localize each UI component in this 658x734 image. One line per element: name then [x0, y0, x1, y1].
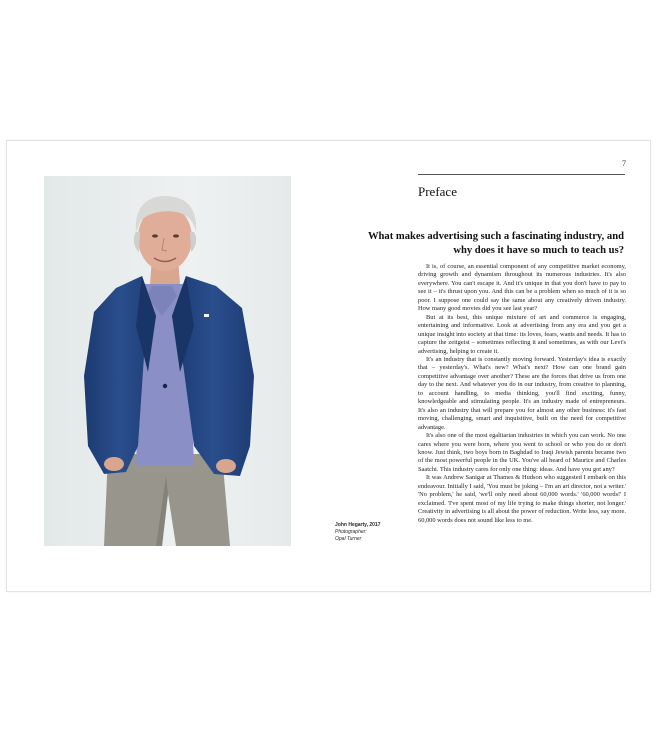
page-number: 7 — [622, 159, 626, 168]
photo-caption — [335, 522, 395, 544]
caption-role: Photographer: — [335, 529, 367, 536]
body-paragraph: It's also one of the most egalitarian industries in which you can work. No one cares where you were born, where you went to school or who you do or don't know. Just think, two boys born in Baghdad to Iraqi Jewish parents became two of the most powerful people in the UK. You've all heard of Maurice and Charles Saatchi. This industry cares for only one thing: ideas. And have you got any? — [418, 432, 626, 473]
caption-name: John Hegarty, 2017 — [335, 522, 381, 528]
body-text — [418, 263, 626, 525]
body-paragraph: It is, of course, an essential component of any competitive market economy, driving growth and dynamism throughout its numerous industries. It's also everywhere. You can't escape it. And it's unique in that you don't have to pay to see it – it's thrust upon you. And this can be a problem when so much of it is so poor. I suppose one could say the same about any creatively driven industry. How many good movies did you see last year? — [418, 263, 626, 313]
body-paragraph: But at its best, this unique mixture of art and commerce is engaging, entertaining and informative. Look at advertising from any era and you get a unique insight into society at that time: its loves, fears, wants and needs. It has to capture the zeitgeist – sometimes reflecting it and sometimes, as with our Levi's advertising, helping to create it. — [418, 313, 626, 355]
body-paragraph: It's an industry that is constantly moving forward. Yesterday's idea is exactly that – yesterday's. What's new? What's next? How can one brand gain competitive advantage over another? These are the forces that drive us from one day to the next. And whatever you do in our industry, from creative to planning, to account handling, to media thinking, you'll find exciting, funny, knowledgeable and stimulating people. It's an industry made of entrepreneurs. It's also an industry that will prepare you for almost any other business: it's fast moving, challenging, smart and inquisitive, built on the need for competitive advantage. — [418, 355, 626, 431]
portrait-photo — [44, 176, 291, 546]
caption-credit: Opal Turner — [335, 536, 362, 543]
header-rule — [418, 174, 625, 175]
portrait-illustration — [44, 176, 291, 546]
lead-question: What makes advertising such a fascinating industry, and why does it have so much to teach us? — [367, 231, 624, 256]
section-title: Preface — [418, 184, 457, 199]
body-paragraph: It was Andrew Sanigar at Thames & Hudson who suggested I embark on this endeavour. Initially I said, 'You must be joking – I'm an art director, not a writer.' 'No problem,' he said, 'we'll only need about 60,000 words.' '60,000 words!' I exclaimed. 'I've spent most of my life trying to make things shorter, not longer.' Creativity in advertising is all about the power of reduction. Write less, say more. 60,000 words does not sound like less to me. — [418, 474, 626, 524]
